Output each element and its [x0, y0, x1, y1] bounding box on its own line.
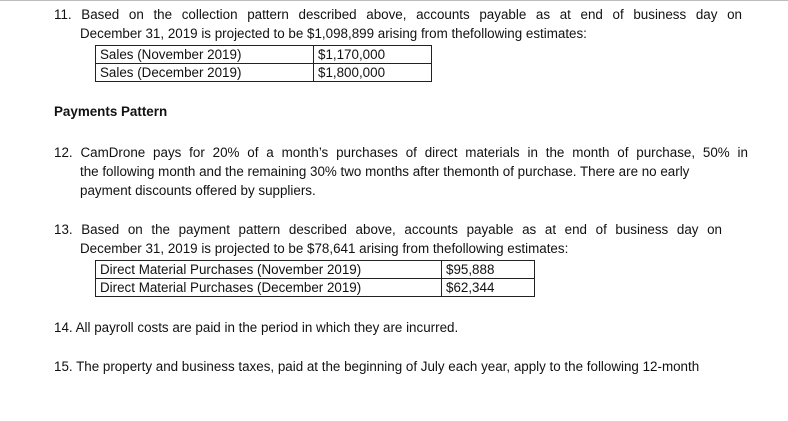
item-11-line-2: December 31, 2019 is projected to be $1,098,899 arising from thefollowing estimates:	[80, 26, 587, 41]
item-15	[54, 357, 784, 376]
table-cell-value: $1,800,000	[314, 64, 432, 82]
item-11	[54, 5, 742, 43]
item-14	[54, 318, 754, 337]
item-13-line-1: Based on the payment pattern described above, accounts payable as at end of business day on	[81, 222, 722, 237]
item-12-number: 12.	[54, 145, 73, 160]
table-cell-label: Direct Material Purchases (December 2019)	[96, 279, 442, 297]
table-cell-label: Sales (December 2019)	[96, 64, 314, 82]
table-cell-label: Sales (November 2019)	[96, 46, 314, 64]
payments-pattern-heading: Payments Pattern	[54, 104, 168, 119]
item-12-line-2: the following month and the remaining 30% two months after themonth of purchase. There are no early	[80, 164, 690, 179]
item-14-number: 14.	[54, 320, 73, 335]
item-12-line-3: payment discounts offered by suppliers.	[80, 183, 316, 198]
table-row	[96, 261, 535, 279]
item-11-number: 11.	[54, 7, 72, 22]
table-cell-label: Direct Material Purchases (November 2019)	[96, 261, 442, 279]
item-12	[54, 143, 748, 200]
item-13-number: 13.	[54, 222, 73, 237]
item-14-text: All payroll costs are paid in the period in which they are incurred.	[75, 320, 459, 335]
item-15-number: 15.	[54, 359, 73, 374]
table-row	[96, 64, 432, 82]
table-cell-value: $1,170,000	[314, 46, 432, 64]
item-13-line-2: December 31, 2019 is projected to be $78,641 arising from thefollowing estimates:	[80, 241, 569, 256]
item-15-text: The property and business taxes, paid at the beginning of July each year, apply to the following 12-month	[76, 359, 700, 374]
item-13-estimates-table	[95, 260, 535, 297]
top-divider	[0, 0, 788, 1]
item-13	[54, 220, 722, 258]
item-12-line-1: CamDrone pays for 20% of a month’s purchases of direct materials in the month of purchase, 50% in	[80, 145, 748, 160]
table-cell-value: $95,888	[442, 261, 535, 279]
item-11-line-1: Based on the collection pattern described above, accounts payable as at end of business day on	[81, 7, 742, 22]
table-row	[96, 279, 535, 297]
table-row	[96, 46, 432, 64]
item-11-estimates-table	[95, 45, 432, 82]
table-cell-value: $62,344	[442, 279, 535, 297]
